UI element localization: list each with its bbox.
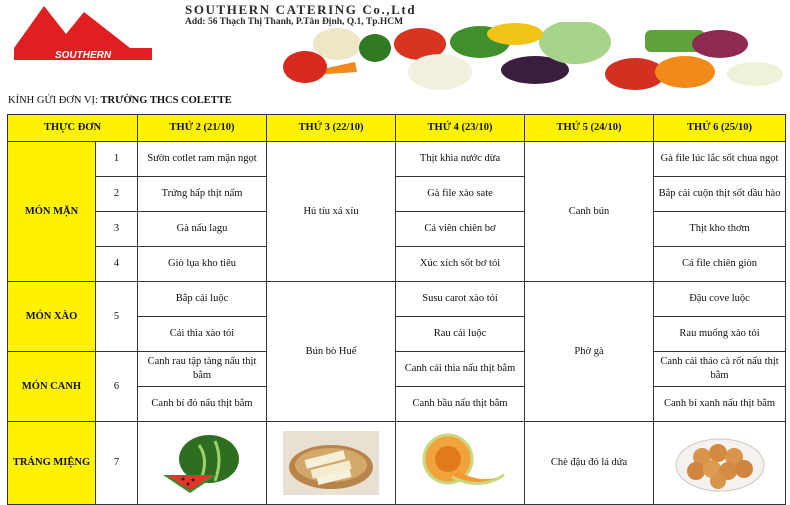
- dish-cell: Thịt kho thơm: [654, 212, 786, 247]
- menu-table: [7, 114, 786, 505]
- dish-cell: Bắp cải cuộn thịt sốt dầu hào: [654, 177, 786, 212]
- row-number: 7: [96, 422, 138, 505]
- header-thu-2: THỨ 2 (21/10): [138, 115, 267, 142]
- table-row: [8, 247, 786, 282]
- jelly-bars-image: [267, 422, 396, 505]
- dish-cell: Cải thìa xào tỏi: [138, 317, 267, 352]
- header-thu-4: THỨ 4 (23/10): [396, 115, 525, 142]
- cantaloupe-image: [396, 422, 525, 505]
- page-header: [0, 0, 790, 92]
- vegetables-banner-image: [265, 22, 785, 92]
- dish-cell: Rau cải luộc: [396, 317, 525, 352]
- dish-cell: Sườn cotlet ram mặn ngọt: [138, 142, 267, 177]
- dish-cell: Canh cải thìa nấu thịt bằm: [396, 352, 525, 387]
- table-row: [8, 177, 786, 212]
- dish-cell: Trứng hấp thịt nấm: [138, 177, 267, 212]
- dish-cell: Phở gà: [525, 282, 654, 422]
- dish-cell: Gà file lúc lắc sốt chua ngọt: [654, 142, 786, 177]
- dish-cell: Canh bầu nấu thịt bằm: [396, 387, 525, 422]
- dish-cell: Canh bí xanh nấu thịt bằm: [654, 387, 786, 422]
- table-row: [8, 212, 786, 247]
- table-row: [8, 142, 786, 177]
- table-row: [8, 282, 786, 317]
- category-mon-man: MÓN MẶN: [8, 142, 96, 282]
- table-row: [8, 422, 786, 505]
- dish-cell: Bắp cải luộc: [138, 282, 267, 317]
- dish-cell: Cá viên chiên bơ: [396, 212, 525, 247]
- school-name: TRƯỜNG THCS COLETTE: [100, 95, 232, 106]
- dish-cell: Canh bí đỏ nấu thịt bằm: [138, 387, 267, 422]
- dish-cell: Canh bún: [525, 142, 654, 282]
- dish-cell: Rau muống xào tỏi: [654, 317, 786, 352]
- row-number: 5: [96, 282, 138, 352]
- dish-cell: Gà nấu lagu: [138, 212, 267, 247]
- company-address: Add: 56 Thạch Thị Thanh, P.Tân Định, Q.1, Tp.HCM: [185, 17, 404, 27]
- dish-cell: Thịt khìa nước dừa: [396, 142, 525, 177]
- row-number: 4: [96, 247, 138, 282]
- header-thu-5: THỨ 5 (24/10): [525, 115, 654, 142]
- logo-text: SOUTHERN: [54, 50, 112, 61]
- greeting-prefix: KÍNH GỬI ĐƠN VỊ:: [8, 95, 101, 106]
- dish-cell: Gà file xào sate: [396, 177, 525, 212]
- row-number: 3: [96, 212, 138, 247]
- header-thuc-don: THỰC ĐƠN: [8, 115, 138, 142]
- dish-cell: Chè đậu đỏ lá dứa: [525, 422, 654, 505]
- table-header-row: [8, 115, 786, 142]
- dish-cell: Bún bò Huế: [267, 282, 396, 422]
- dish-cell: Susu carot xào tỏi: [396, 282, 525, 317]
- cookies-image: [654, 422, 786, 505]
- category-mon-canh: MÓN CANH: [8, 352, 96, 422]
- category-trang-mieng: TRÁNG MIỆNG: [8, 422, 96, 505]
- row-number: 1: [96, 142, 138, 177]
- category-mon-xao: MÓN XÀO: [8, 282, 96, 352]
- dish-cell: Canh cải thảo cà rốt nấu thịt bằm: [654, 352, 786, 387]
- company-logo: [14, 4, 152, 62]
- header-thu-6: THỨ 6 (25/10): [654, 115, 786, 142]
- dish-cell: Cá file chiên giòn: [654, 247, 786, 282]
- dish-cell: Xúc xích sốt bơ tỏi: [396, 247, 525, 282]
- header-thu-3: THỨ 3 (22/10): [267, 115, 396, 142]
- table-row: [8, 352, 786, 387]
- company-name: SOUTHERN CATERING Co.,Ltd: [185, 2, 417, 17]
- greeting-line: [8, 95, 232, 106]
- dish-cell: Đậu cove luộc: [654, 282, 786, 317]
- row-number: 2: [96, 177, 138, 212]
- dish-cell: Canh rau tập tàng nấu thịt bằm: [138, 352, 267, 387]
- dish-cell: Giò lụa kho tiêu: [138, 247, 267, 282]
- row-number: 6: [96, 352, 138, 422]
- watermelon-image: [138, 422, 267, 505]
- dish-cell: Hủ tíu xá xíu: [267, 142, 396, 282]
